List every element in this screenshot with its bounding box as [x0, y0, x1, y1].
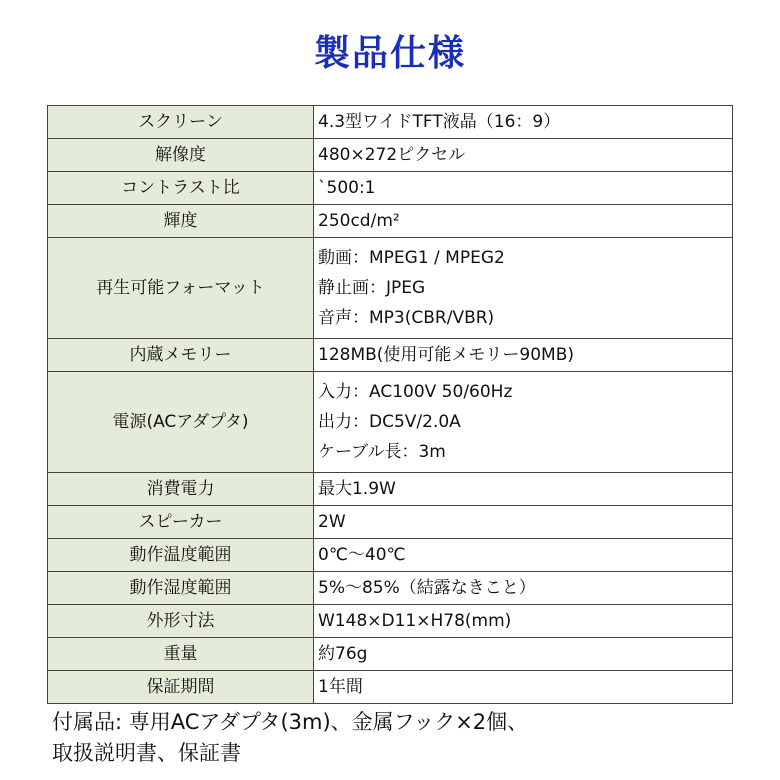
page-title: 製品仕様 — [313, 33, 466, 74]
table-row — [48, 172, 733, 205]
table-row — [48, 139, 733, 172]
table-row — [48, 339, 733, 372]
spec-value-line: 5%～85%（結露なきこと） — [318, 578, 536, 598]
spec-label: 再生可能フォーマット — [48, 238, 314, 339]
spec-label: 電源(ACアダプタ) — [48, 372, 314, 473]
table-row — [48, 473, 733, 506]
spec-value-line: 0℃～40℃ — [318, 545, 406, 565]
spec-value — [314, 106, 733, 139]
spec-value-line: 1年間 — [318, 677, 363, 697]
spec-value — [314, 605, 733, 638]
accessories-note — [52, 707, 772, 769]
spec-value — [314, 572, 733, 605]
spec-label: 内蔵メモリー — [48, 339, 314, 372]
spec-value-line: 250cd/m² — [318, 211, 400, 231]
spec-label: 消費電力 — [48, 473, 314, 506]
accessories-line: 取扱説明書、保証書 — [52, 741, 241, 765]
spec-label: 輝度 — [48, 205, 314, 238]
spec-label: 動作温度範囲 — [48, 539, 314, 572]
spec-value-line: 出力：DC5V/2.0A — [318, 412, 461, 432]
table-row — [48, 106, 733, 139]
spec-value-line: 入力：AC100V 50/60Hz — [318, 382, 513, 402]
spec-label: 重量 — [48, 638, 314, 671]
spec-value — [314, 205, 733, 238]
spec-label: 外形寸法 — [48, 605, 314, 638]
table-row — [48, 238, 733, 339]
spec-value — [314, 372, 733, 473]
spec-label: スクリーン — [48, 106, 314, 139]
table-row — [48, 638, 733, 671]
spec-value-line: 2W — [318, 512, 346, 532]
table-row — [48, 539, 733, 572]
spec-value-line: 最大1.9W — [318, 479, 396, 499]
spec-value-line: 4.3型ワイドTFT液晶（16：9） — [318, 112, 561, 132]
spec-value-line: 動画：MPEG1 / MPEG2 — [318, 248, 505, 268]
spec-value-line: W148×D11×H78(mm) — [318, 611, 512, 631]
table-row — [48, 605, 733, 638]
spec-value-line: 静止画：JPEG — [318, 278, 426, 298]
spec-value — [314, 506, 733, 539]
spec-value-line: 128MB(使用可能メモリー90MB) — [318, 345, 575, 365]
table-row — [48, 506, 733, 539]
spec-value — [314, 473, 733, 506]
accessories-line: 付属品: 専用ACアダプタ(3m)、金属フック×2個、 — [52, 710, 529, 734]
table-row — [48, 205, 733, 238]
spec-value — [314, 238, 733, 339]
spec-value-line: 音声：MP3(CBR/VBR) — [318, 308, 495, 328]
spec-label: 解像度 — [48, 139, 314, 172]
spec-value — [314, 139, 733, 172]
spec-label: 動作湿度範囲 — [48, 572, 314, 605]
spec-table — [47, 105, 733, 704]
spec-value — [314, 172, 733, 205]
spec-value — [314, 339, 733, 372]
spec-value-line: ケーブル長：3m — [318, 442, 446, 462]
table-row — [48, 372, 733, 473]
spec-value-line: 約76g — [318, 644, 368, 664]
spec-label: スピーカー — [48, 506, 314, 539]
spec-value — [314, 638, 733, 671]
table-row — [48, 671, 733, 704]
spec-value — [314, 671, 733, 704]
spec-value-line: 480×272ピクセル — [318, 145, 466, 165]
table-row — [48, 572, 733, 605]
spec-label: コントラスト比 — [48, 172, 314, 205]
spec-value-line: `500:1 — [318, 178, 376, 198]
spec-label: 保証期間 — [48, 671, 314, 704]
spec-value — [314, 539, 733, 572]
